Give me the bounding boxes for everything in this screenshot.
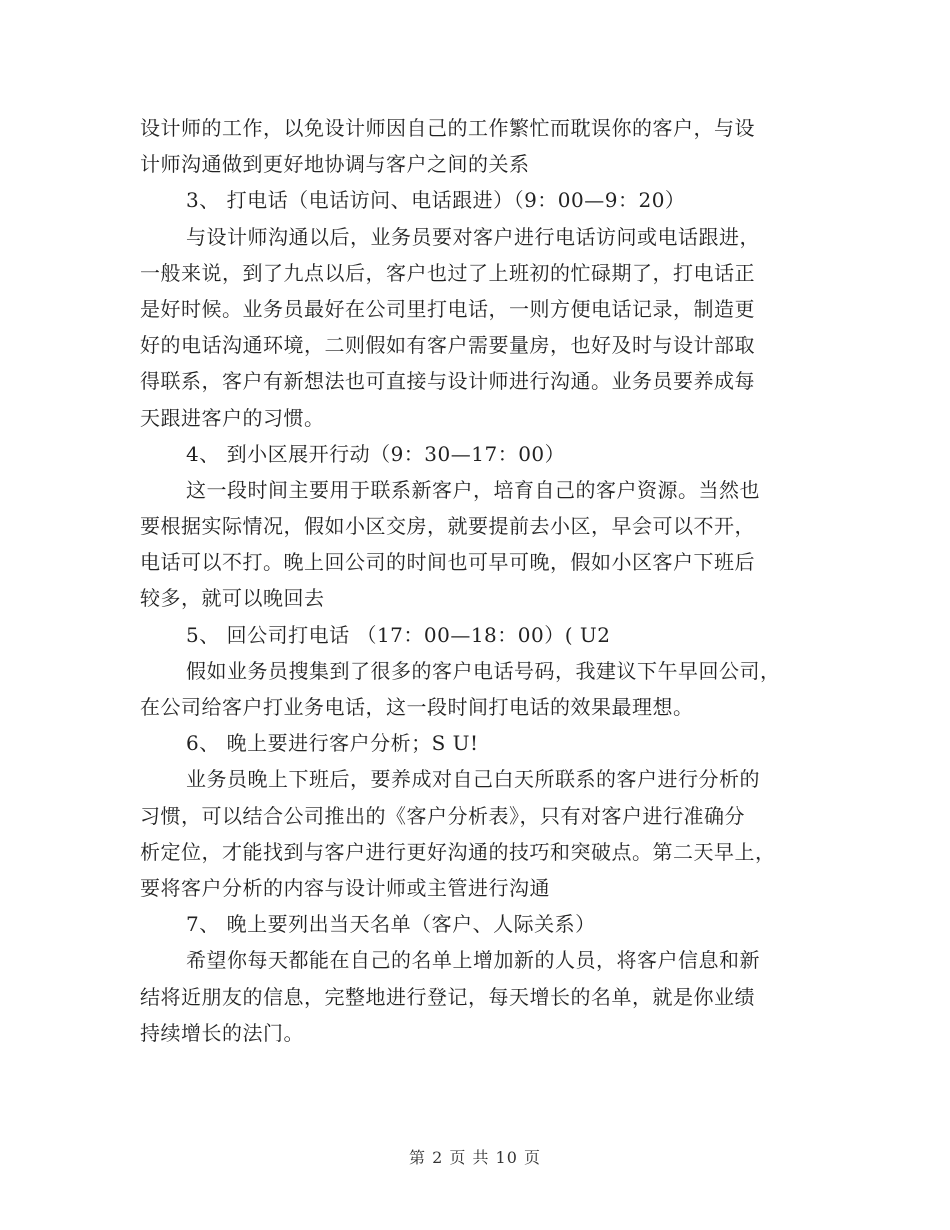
paragraph-first-line: 假如业务员搜集到了很多的客户电话号码，我建议下午早回公司， — [186, 658, 781, 683]
document-body — [140, 110, 812, 1051]
text-line: 析定位，才能找到与客户进行更好沟通的技巧和突破点。第二天早上， — [140, 839, 776, 864]
text-line: 计师沟通做到更好地协调与客户之间的关系 — [140, 152, 530, 177]
text-line: 得联系，客户有新想法也可直接与设计师进行沟通。业务员要养成每 — [140, 369, 755, 394]
text-line: 天跟进客户的习惯。 — [140, 405, 325, 430]
section-heading-7: 7、 晚上要列出当天名单（客户、人际关系） — [186, 912, 596, 937]
section-heading-4: 4、 到小区展开行动（9：30—17：00） — [186, 441, 566, 466]
paragraph-first-line: 业务员晚上下班后，要养成对自己白天所联系的客户进行分析的 — [186, 767, 760, 792]
text-line: 设计师的工作，以免设计师因自己的工作繁忙而耽误你的客户，与设 — [140, 116, 755, 140]
text-line: 要将客户分析的内容与设计师或主管进行沟通 — [140, 875, 550, 900]
text-line: 较多，就可以晚回去 — [140, 586, 325, 611]
text-line: 要根据实际情况，假如小区交房，就要提前去小区，早会可以不开， — [140, 514, 755, 539]
section-heading-5: 5、 回公司打电话 （17：00—18：00）( U2 — [186, 622, 611, 647]
text-line: 是好时候。业务员最好在公司里打电话，一则方便电话记录，制造更 — [140, 296, 755, 321]
section-heading-6: 6、 晚上要进行客户分析；S U! — [186, 731, 479, 756]
text-line: 在公司给客户打业务电话，这一段时间打电话的效果最理想。 — [140, 695, 694, 719]
page-number-footer: 第 2 页 共 10 页 — [409, 1148, 541, 1167]
text-line: 一般来说，到了九点以后，客户也过了上班初的忙碌期了，打电话正 — [140, 260, 755, 285]
paragraph-first-line: 希望你每天都能在自己的名单上增加新的人员，将客户信息和新 — [186, 948, 760, 973]
section-heading-3: 3、 打电话（电话访问、电话跟进）（9：00—9：20） — [186, 188, 686, 213]
text-line: 持续增长的法门。 — [140, 1020, 304, 1045]
text-line: 好的电话沟通环境，二则假如有客户需要量房，也好及时与设计部取 — [140, 333, 755, 358]
paragraph-first-line: 与设计师沟通以后，业务员要对客户进行电话访问或电话跟进， — [186, 224, 760, 249]
text-line: 电话可以不打。晚上回公司的时间也可早可晚，假如小区客户下班后 — [140, 550, 755, 575]
text-line: 结将近朋友的信息，完整地进行登记，每天增长的名单，就是你业绩 — [140, 984, 755, 1009]
text-line: 习惯，可以结合公司推出的《客户分析表》，只有对客户进行准确分 — [140, 803, 745, 828]
paragraph-first-line: 这一段时间主要用于联系新客户，培育自己的客户资源。当然也 — [186, 477, 760, 502]
